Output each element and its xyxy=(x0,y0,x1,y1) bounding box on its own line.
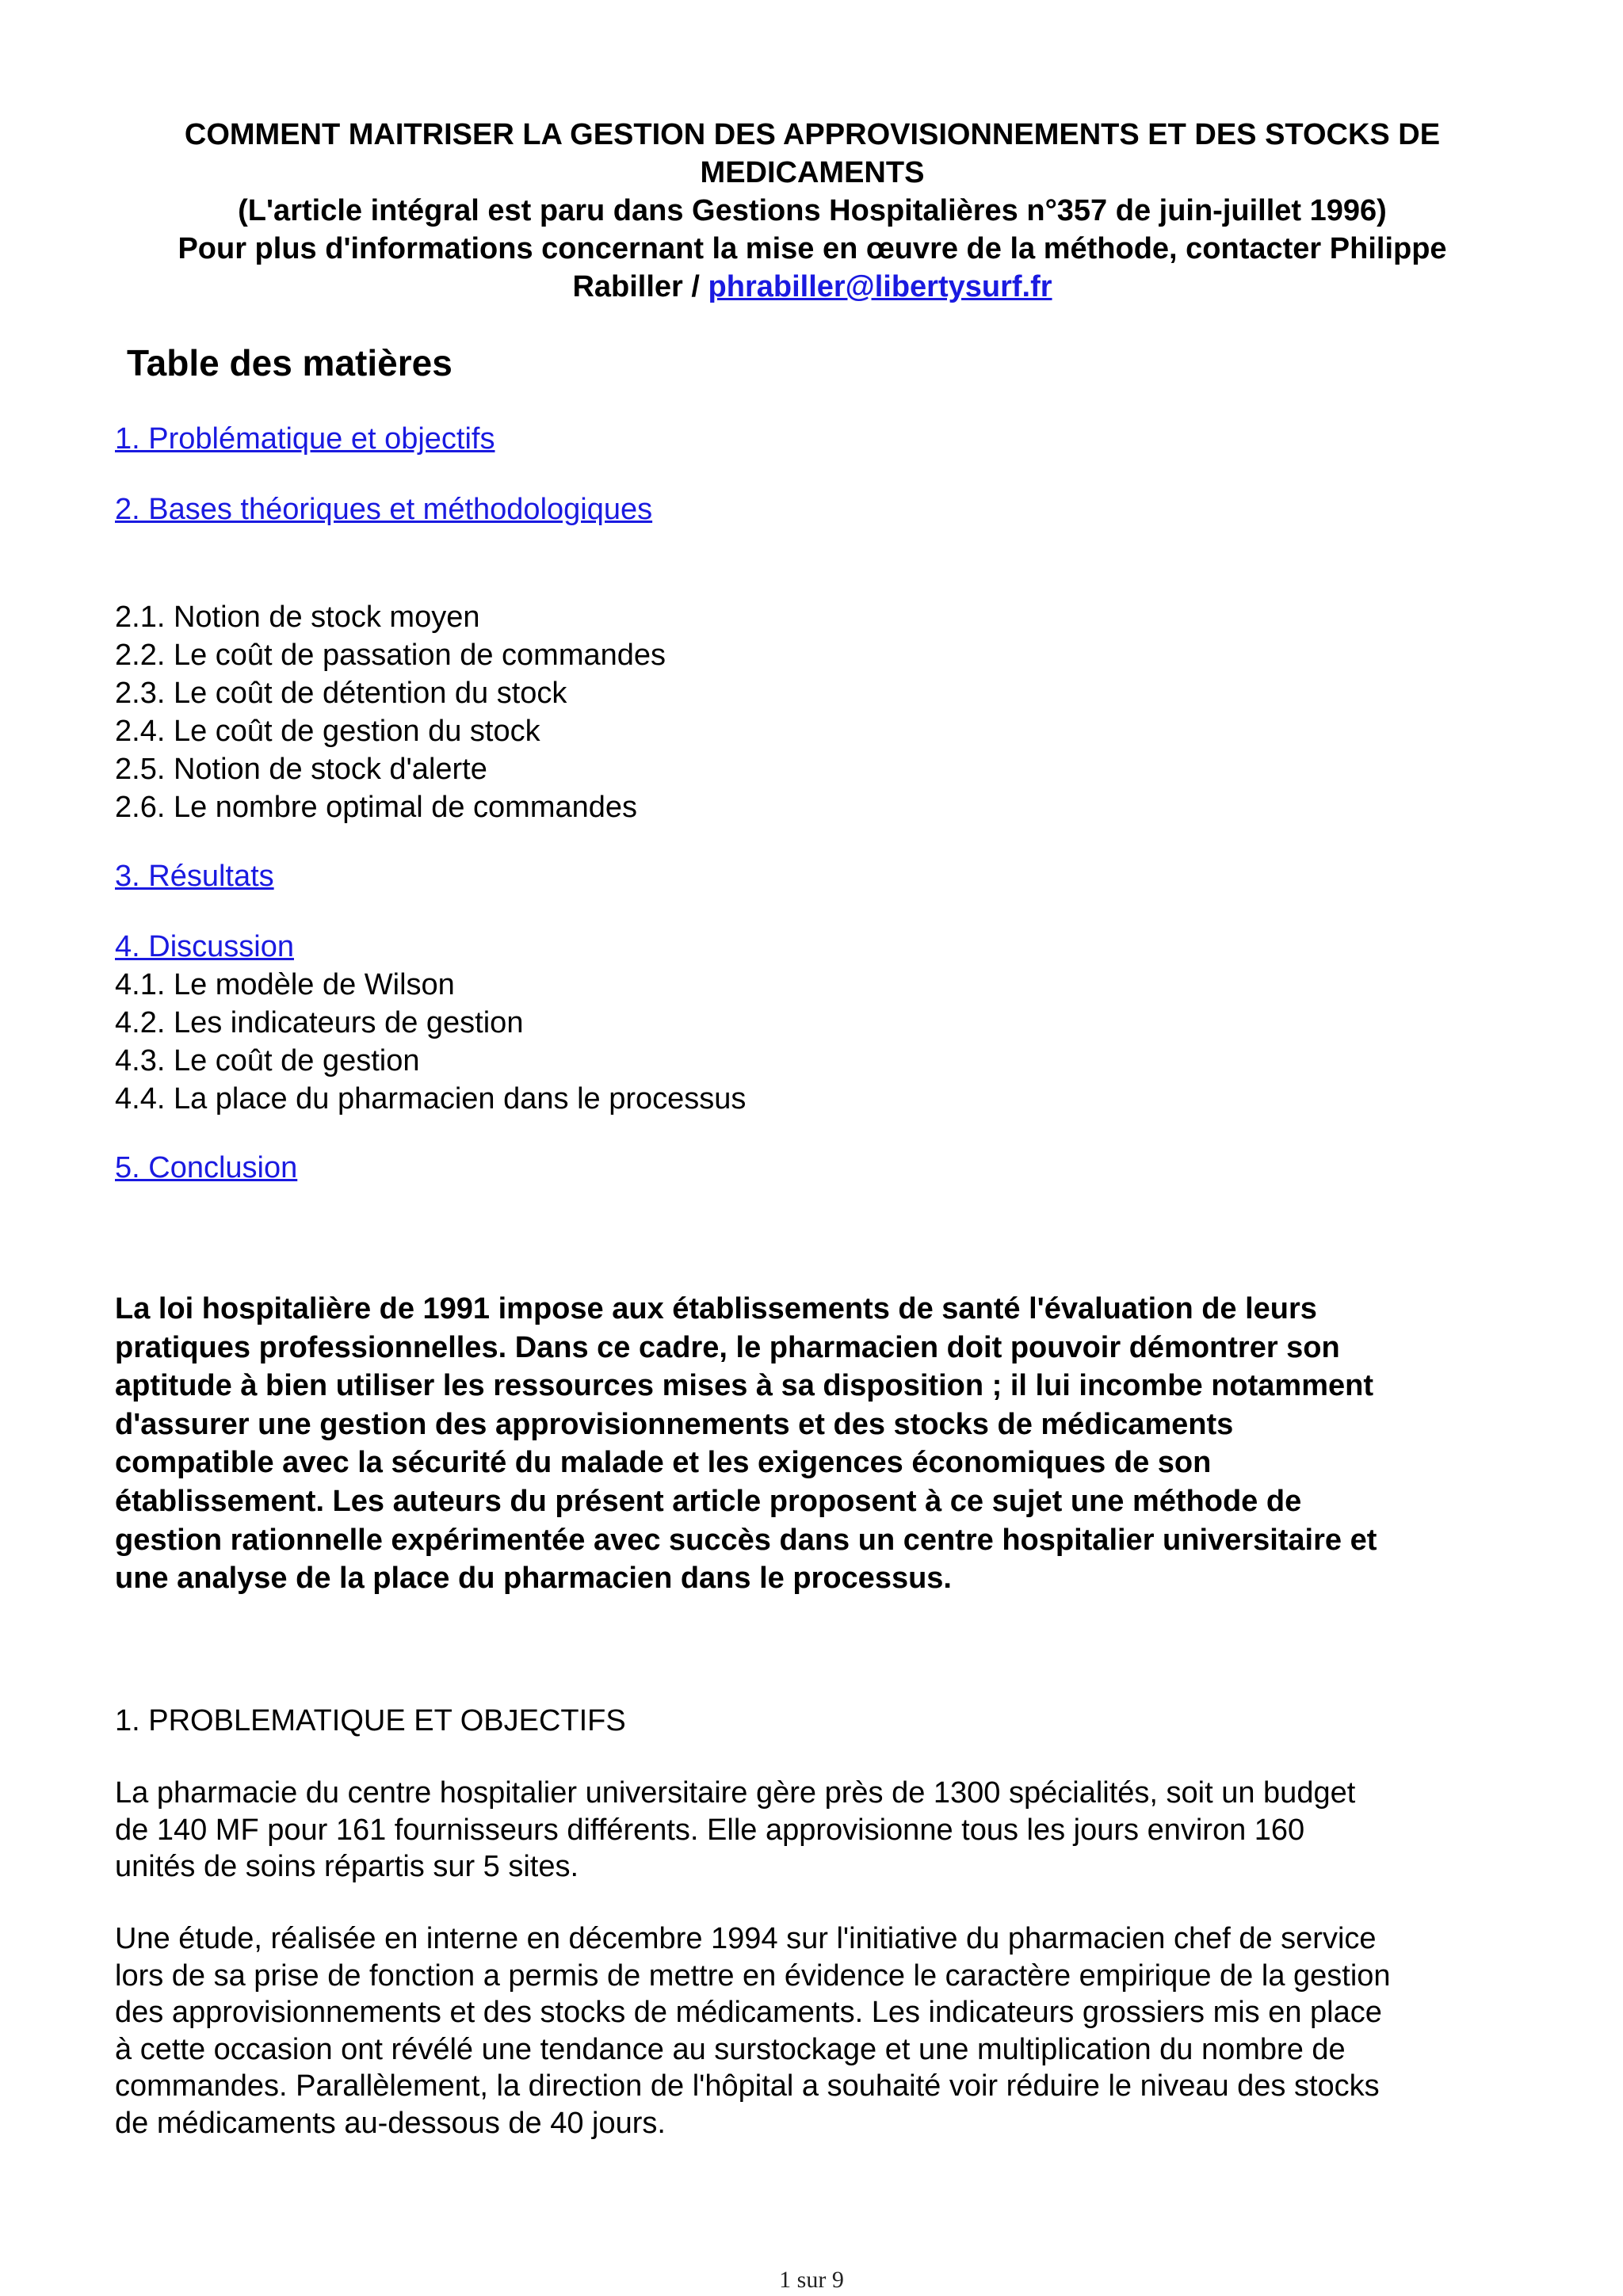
toc-heading: Table des matières xyxy=(127,342,453,383)
intro-line: pratiques professionnelles. Dans ce cadre, le pharmacien doit pouvoir démontrer son xyxy=(115,1330,1340,1364)
toc-subitem: 4.2. Les indicateurs de gestion xyxy=(115,1006,524,1039)
toc-link-conclusion[interactable]: 5. Conclusion xyxy=(115,1151,298,1184)
toc-subitem: 2.1. Notion de stock moyen xyxy=(115,601,480,634)
toc-sublist-4 xyxy=(115,966,746,1118)
paragraph-line: commandes. Parallèlement, la direction de l'hôpital a souhaité voir réduire le niveau des stocks xyxy=(115,2069,1380,2103)
intro-line: aptitude à bien utiliser les ressources mises à sa disposition ; il lui incombe notamment xyxy=(115,1369,1373,1403)
document-header xyxy=(111,116,1514,306)
toc-subitem: 2.5. Notion de stock d'alerte xyxy=(115,753,487,786)
paragraph-line: lors de sa prise de fonction a permis de mettre en évidence le caractère empirique de la gestion xyxy=(115,1958,1391,1993)
intro-line: établissement. Les auteurs du présent article proposent à ce sujet une méthode de xyxy=(115,1484,1302,1518)
paragraph-line: de médicaments au-dessous de 40 jours. xyxy=(115,2106,666,2140)
intro-abstract xyxy=(115,1290,1518,1598)
paragraph-line: unités de soins répartis sur 5 sites. xyxy=(115,1850,579,1883)
source-note: (L'article intégral est paru dans Gestions Hospitalières n°357 de juin-juillet 1996) xyxy=(238,194,1387,227)
toc-entry-1[interactable] xyxy=(115,420,495,458)
toc-entry-5[interactable] xyxy=(115,1149,297,1187)
toc-entry-2[interactable] xyxy=(115,490,652,528)
toc-link-bases-theoriques[interactable]: 2. Bases théoriques et méthodologiques xyxy=(115,493,653,526)
toc-link-resultats[interactable]: 3. Résultats xyxy=(115,860,274,893)
document-title-line-1: COMMENT MAITRISER LA GESTION DES APPROVISIONNEMENTS ET DES STOCKS DE xyxy=(184,118,1441,151)
contact-line xyxy=(111,268,1514,306)
toc-sublist-2 xyxy=(115,598,666,826)
contact-name: Rabiller / xyxy=(572,270,708,303)
toc-subitem: 2.2. Le coût de passation de commandes xyxy=(115,639,666,672)
section-1-paragraph-2 xyxy=(115,1920,1518,2142)
paragraph-line: à cette occasion ont révélé une tendance au surstockage et une multiplication du nombre de xyxy=(115,2032,1346,2066)
intro-line: La loi hospitalière de 1991 impose aux établissements de santé l'évaluation de leurs xyxy=(115,1292,1317,1325)
toc-subitem: 2.6. Le nombre optimal de commandes xyxy=(115,791,638,824)
intro-line: compatible avec la sécurité du malade et les exigences économiques de son xyxy=(115,1446,1212,1480)
paragraph-line: La pharmacie du centre hospitalier universitaire gère près de 1300 spécialités, soit un budget xyxy=(115,1776,1356,1810)
document-title-line-2: MEDICAMENTS xyxy=(700,156,925,189)
toc-subitem: 2.4. Le coût de gestion du stock xyxy=(115,715,540,748)
toc-link-discussion[interactable]: 4. Discussion xyxy=(115,930,294,963)
section-1-title: 1. PROBLEMATIQUE ET OBJECTIFS xyxy=(115,1704,626,1737)
paragraph-line: des approvisionnements et des stocks de médicaments. Les indicateurs grossiers mis en place xyxy=(115,1996,1382,2029)
contact-email-link[interactable]: phrabiller@libertysurf.fr xyxy=(708,270,1052,303)
toc-subitem: 4.3. Le coût de gestion xyxy=(115,1044,420,1077)
intro-line: gestion rationnelle expérimentée avec succès dans un centre hospitalier universitaire et xyxy=(115,1523,1377,1557)
intro-line: une analyse de la place du pharmacien dans le processus. xyxy=(115,1562,952,1596)
toc-entry-3[interactable] xyxy=(115,857,274,895)
page-number: 1 sur 9 xyxy=(779,2267,844,2293)
contact-note: Pour plus d'informations concernant la mise en œuvre de la méthode, contacter Philippe xyxy=(178,232,1447,265)
toc-link-problematique[interactable]: 1. Problématique et objectifs xyxy=(115,422,495,456)
toc-entry-4[interactable] xyxy=(115,928,294,966)
toc-subitem: 4.4. La place du pharmacien dans le processus xyxy=(115,1082,747,1116)
paragraph-line: Une étude, réalisée en interne en décembre 1994 sur l'initiative du pharmacien chef de service xyxy=(115,1922,1377,1955)
toc-subitem: 4.1. Le modèle de Wilson xyxy=(115,968,455,1001)
intro-line: d'assurer une gestion des approvisionnements et des stocks de médicaments xyxy=(115,1407,1234,1441)
toc-subitem: 2.3. Le coût de détention du stock xyxy=(115,677,567,710)
section-1-paragraph-1 xyxy=(115,1775,1518,1886)
paragraph-line: de 140 MF pour 161 fournisseurs différents. Elle approvisionne tous les jours environ 160 xyxy=(115,1813,1305,1847)
